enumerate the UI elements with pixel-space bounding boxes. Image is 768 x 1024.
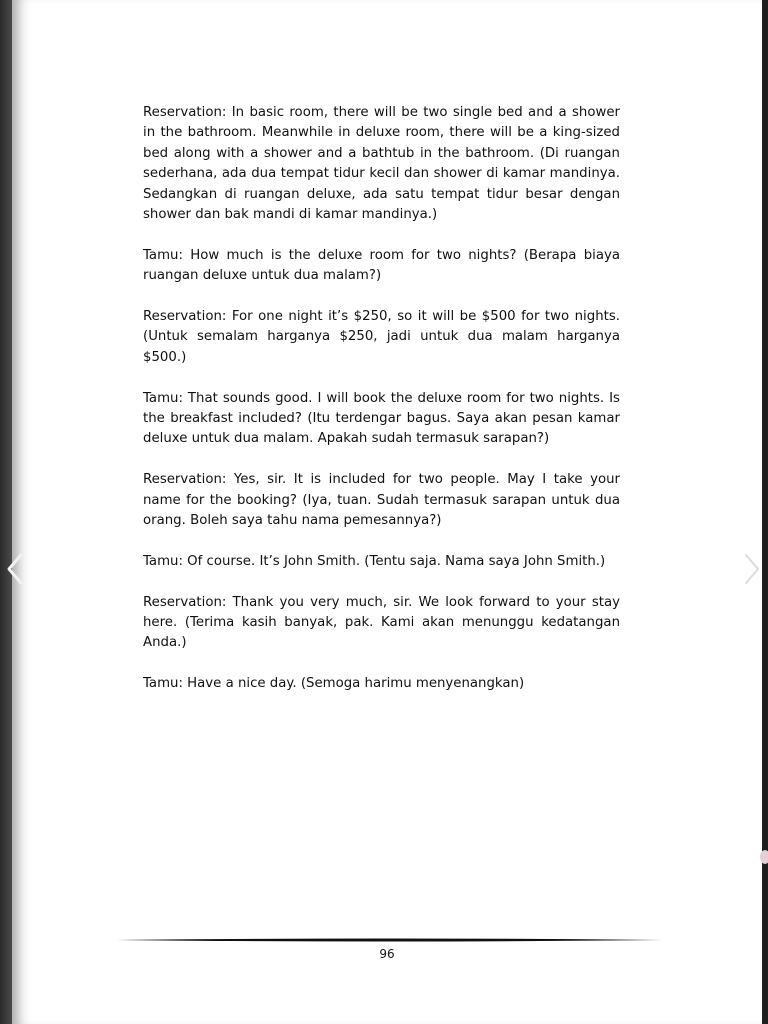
speaker-label: Reservation: xyxy=(143,105,227,120)
dialogue-paragraph xyxy=(143,593,620,654)
viewer-left-edge xyxy=(0,0,12,1024)
dialogue-text: That sounds good. I will book the deluxe room for two nights. Is the breakfast included? (Itu terdengar bagus. Saya akan pesan kamar deluxe untuk dua malam. Apakah sudah termasuk sarapan?) xyxy=(143,390,620,447)
speaker-label: Tamu: xyxy=(143,390,183,406)
page-body xyxy=(143,103,620,695)
next-page-button[interactable] xyxy=(741,552,763,586)
dialogue-text: Of course. It’s John Smith. (Tentu saja. Nama saya John Smith.) xyxy=(182,553,606,569)
speaker-label: Tamu: xyxy=(143,553,183,569)
speaker-label: Reservation: xyxy=(143,594,227,610)
speaker-label: Reservation: xyxy=(143,309,227,325)
chevron-right-icon xyxy=(741,552,763,586)
dialogue-text: In basic room, there will be two single bed and a shower in the bathroom. Meanwhile in deluxe room, there will be a king-sized bed along with a shower and a bathtub in the bathroom. (Di ruangan sederhana, ada dua tempat tidur kecil dan shower di kamar mandinya. Sedangkan di ruangan deluxe, ada satu tempat tidur besar dengan shower dan bak mandi di kamar mandinya.) xyxy=(143,105,620,223)
dialogue-paragraph xyxy=(143,103,620,225)
dialogue-text: How much is the deluxe room for two nights? (Berapa biaya ruangan deluxe untuk dua malam?) xyxy=(143,247,620,284)
previous-page-button[interactable] xyxy=(4,552,26,586)
viewer-right-edge xyxy=(762,0,768,1024)
speaker-label: Tamu: xyxy=(143,247,183,263)
dialogue-paragraph xyxy=(143,246,620,287)
speaker-label: Reservation: xyxy=(143,472,227,488)
dialogue-paragraph xyxy=(143,389,620,450)
dialogue-paragraph xyxy=(143,552,620,572)
page-number: 96 xyxy=(379,947,395,961)
footer-rule xyxy=(117,938,662,942)
dialogue-text: Yes, sir. It is included for two people. May I take your name for the booking? (Iya, tuan. Sudah termasuk sarapan untuk dua orang. Boleh saya tahu nama pemesannya?) xyxy=(143,472,620,529)
dialogue-paragraph xyxy=(143,470,620,531)
speaker-label: Tamu: xyxy=(143,676,183,692)
dialogue-text: Thank you very much, sir. We look forward to your stay here. (Terima kasih banyak, pak. Kami akan menunggu kedatangan Anda.) xyxy=(143,594,620,651)
chevron-left-icon xyxy=(4,552,26,586)
dialogue-text: For one night it’s $250, so it will be $500 for two nights. (Untuk semalam harganya $250, jadi untuk dua malam harganya $500.) xyxy=(143,309,620,365)
dialogue-paragraph xyxy=(143,307,620,368)
edge-marker xyxy=(760,850,768,864)
dialogue-paragraph xyxy=(143,674,620,694)
document-page xyxy=(12,0,762,1024)
dialogue-text: Have a nice day. (Semoga harimu menyenangkan) xyxy=(182,676,525,692)
